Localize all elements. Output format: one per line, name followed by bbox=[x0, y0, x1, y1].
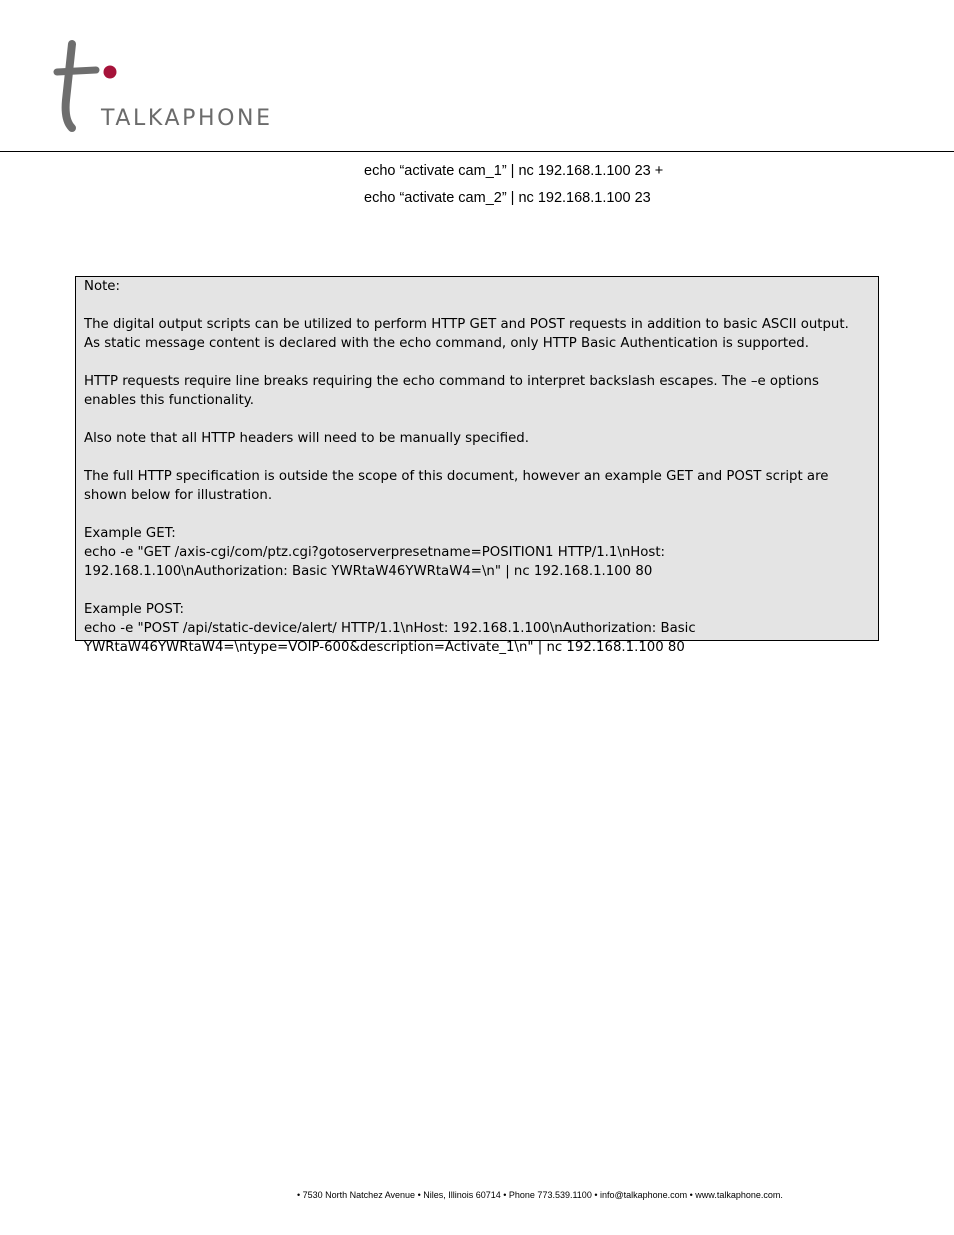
command-line-cam-2: echo “activate cam_2” | nc 192.168.1.100 23 bbox=[364, 190, 651, 206]
note-paragraph-line-breaks: HTTP requests require line breaks requiring the echo command to interpret backslash escapes. The –e options enables this functionality. bbox=[84, 374, 819, 408]
example-get-code: echo -e "GET /axis-cgi/com/ptz.cgi?gotoserverpresetname=POSITION1 HTTP/1.1\nHost: 192.168.1.100\nAuthorization: Basic YWRtaW46YWRtaW4=\n" | nc 192.168.1.100 80 bbox=[84, 545, 666, 579]
example-post-label: Example POST: bbox=[84, 602, 184, 617]
command-line-cam-1: echo “activate cam_1” | nc 192.168.1.100 23 + bbox=[364, 163, 664, 179]
example-get-label: Example GET: bbox=[84, 526, 176, 541]
note-paragraph-specification: The full HTTP specification is outside the scope of this document, however an example GET and POST script are shown below for illustration. bbox=[84, 469, 829, 503]
note-box bbox=[75, 276, 879, 655]
header-divider bbox=[0, 151, 954, 152]
note-title: Note: bbox=[84, 279, 120, 294]
example-post-code: echo -e "POST /api/static-device/alert/ HTTP/1.1\nHost: 192.168.1.100\nAuthorization: Basic YWRtaW46YWRtaW4=\ntype=VOIP-600&description=Activate_1\n" | nc 192.168.1.100 80 bbox=[84, 621, 696, 655]
brand-name: TALKAPHONE bbox=[101, 106, 273, 131]
note-paragraph-http-requests: The digital output scripts can be utilized to perform HTTP GET and POST requests in addition to basic ASCII output. As static message content is declared with the echo command, only HTTP Basic Authentication is supported. bbox=[84, 317, 849, 351]
footer-contact: • 7530 North Natchez Avenue • Niles, Illinois 60714 • Phone 773.539.1100 • info@talkaphone.com • www.talkaphone.com. bbox=[297, 1190, 783, 1200]
talkaphone-logo bbox=[52, 40, 322, 135]
note-paragraph-headers: Also note that all HTTP headers will need to be manually specified. bbox=[84, 431, 529, 446]
